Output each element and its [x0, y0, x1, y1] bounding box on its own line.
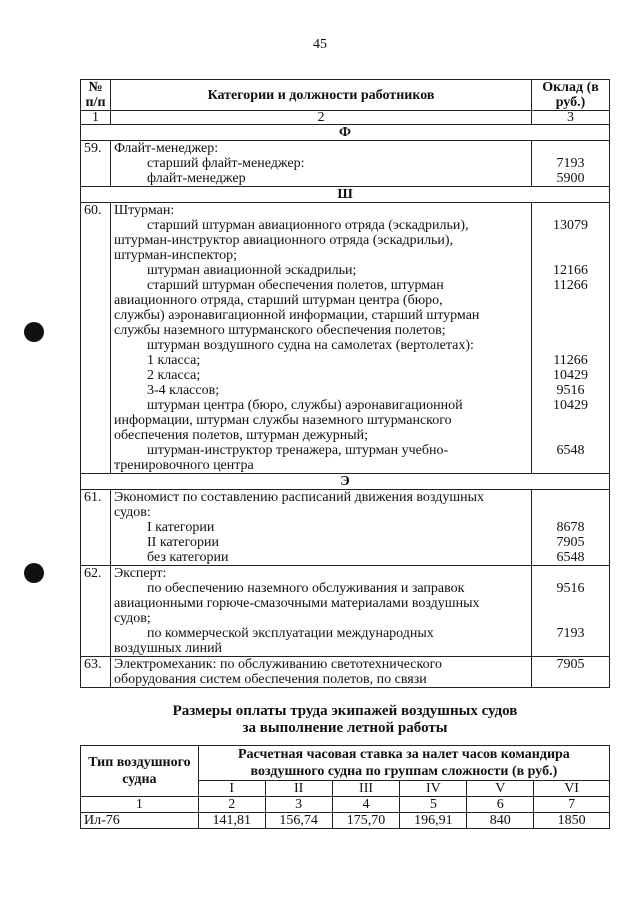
salary-blank: [535, 293, 606, 308]
hourly-rate: 156,74: [265, 813, 332, 829]
description-line: штурман центра (бюро, службы) аэронавигационной: [147, 398, 463, 413]
salary-value: 11266: [553, 278, 588, 293]
description-line: штурман воздушного судна на самолетах (вертолетах):: [147, 338, 474, 353]
salary-blank: [535, 428, 606, 443]
description-line: судов:: [114, 505, 151, 520]
row-salary: [532, 657, 610, 688]
section-letter: Э: [81, 474, 610, 490]
section-letter-row: [81, 474, 610, 490]
hourly-rate: 840: [467, 813, 534, 829]
rates-table: [80, 745, 610, 829]
row-salary: [532, 141, 610, 187]
salary-value: 9516: [556, 581, 585, 596]
salary-value: 7193: [556, 156, 585, 171]
salary-value: 12166: [553, 263, 588, 278]
column-index-row: [81, 111, 610, 125]
description-line: штурман авиационной эскадрильи;: [147, 263, 357, 278]
description-line: службы) аэронавигационной информации, старший штурман: [114, 308, 480, 323]
punch-hole: [24, 563, 44, 583]
row-description: [111, 141, 532, 187]
description-line: старший штурман авиационного отряда (эскадрильи),: [147, 218, 469, 233]
salary-value: 10429: [553, 398, 588, 413]
section-title: [80, 703, 610, 737]
description-line: старший штурман обеспечения полетов, штурман: [147, 278, 444, 293]
salary-value: 7905: [556, 657, 585, 672]
section-title-line: Размеры оплаты труда экипажей воздушных судов: [172, 703, 518, 719]
row-salary: [532, 203, 610, 474]
salary-value: 5900: [556, 171, 585, 186]
description-line: информации, штурман службы наземного штурманского: [114, 413, 452, 428]
description-line: авиационного отряда, старший штурман центра (бюро,: [114, 293, 443, 308]
description-line: штурман-инспектор;: [114, 248, 237, 263]
salary-blank: [535, 611, 606, 626]
salary-blank: [535, 203, 606, 218]
table-row: [81, 490, 610, 566]
row-salary: [532, 566, 610, 657]
section-title-line: за выполнение летной работы: [242, 720, 448, 736]
column-index: 2: [111, 111, 532, 125]
complexity-group: VI: [534, 781, 610, 797]
salary-value: 7193: [556, 626, 585, 641]
hourly-rate: 175,70: [332, 813, 400, 829]
salary-blank: [535, 141, 606, 156]
description-line: Электромеханик: по обслуживанию светотехнического: [114, 657, 443, 672]
row-salary: [532, 490, 610, 566]
row-description: [111, 566, 532, 657]
description-line: Флайт-менеджер:: [114, 141, 219, 156]
hourly-rate: 1850: [534, 813, 610, 829]
description-line: 1 класса;: [147, 353, 201, 368]
salary-blank: [535, 413, 606, 428]
table-row: [81, 141, 610, 187]
description-line: службы наземного штурманского обеспечения полетов;: [114, 323, 446, 338]
complexity-group: V: [467, 781, 534, 797]
salary-value: 9516: [556, 383, 585, 398]
rates-header-type: Тип воздушного судна: [81, 746, 199, 797]
complexity-group: I: [198, 781, 265, 797]
description-line: 2 класса;: [147, 368, 201, 383]
salary-blank: [535, 505, 606, 520]
salary-blank: [535, 338, 606, 353]
description-line: штурман-инструктор тренажера, штурман учебно-: [147, 443, 449, 458]
salary-value: 8678: [556, 520, 585, 535]
column-index: 2: [198, 797, 265, 813]
table-row: [81, 566, 610, 657]
description-line: старший флайт-менеджер:: [147, 156, 305, 171]
rates-header-rate: Расчетная часовая ставка за налет часов командира воздушного судна по группам сложности (в руб.): [198, 746, 609, 781]
rates-index-row: [81, 797, 610, 813]
column-index: 3: [532, 111, 610, 125]
section-letter-row: [81, 187, 610, 203]
section-letter: Ф: [81, 125, 610, 141]
row-number: 60.: [81, 203, 111, 474]
hourly-rate: 196,91: [400, 813, 467, 829]
salary-blank: [535, 458, 606, 473]
table-row: [81, 657, 610, 688]
salary-blank: [535, 596, 606, 611]
description-line: штурман-инструктор авиационного отряда (эскадрильи),: [114, 233, 454, 248]
description-line: тренировочного центра: [114, 458, 254, 473]
salary-blank: [535, 248, 606, 263]
column-index: 6: [467, 797, 534, 813]
column-index: 5: [400, 797, 467, 813]
description-line: по обеспечению наземного обслуживания и заправок: [147, 581, 465, 596]
salary-blank: [535, 490, 606, 505]
complexity-group: III: [332, 781, 400, 797]
row-description: [111, 490, 532, 566]
table-row: [81, 203, 610, 474]
salary-value: 6548: [556, 550, 585, 565]
hourly-rate: 141,81: [198, 813, 265, 829]
row-description: [111, 203, 532, 474]
description-line: оборудования систем обеспечения полетов, по связи: [114, 672, 427, 687]
row-number: 59.: [81, 141, 111, 187]
salary-blank: [535, 672, 606, 687]
complexity-group: II: [265, 781, 332, 797]
description-line: по коммерческой эксплуатации международных: [147, 626, 434, 641]
salary-blank: [535, 641, 606, 656]
column-index: 1: [81, 797, 199, 813]
description-line: Эксперт:: [114, 566, 167, 581]
column-index: 7: [534, 797, 610, 813]
salary-table: [80, 79, 610, 688]
salary-value: 7905: [556, 535, 585, 550]
description-line: I категории: [147, 520, 215, 535]
salary-value: 6548: [556, 443, 585, 458]
column-index: 4: [332, 797, 400, 813]
description-line: авиационными горюче-смазочными материалами воздушных: [114, 596, 480, 611]
section-letter: Ш: [81, 187, 610, 203]
row-number: 61.: [81, 490, 111, 566]
salary-value: 13079: [553, 218, 588, 233]
salary-blank: [535, 566, 606, 581]
description-line: воздушных линий: [114, 641, 223, 656]
column-index: 1: [81, 111, 111, 125]
description-line: Штурман:: [114, 203, 175, 218]
page-number: 45: [313, 37, 327, 52]
header-num: № п/п: [81, 80, 111, 111]
section-letter-row: [81, 125, 610, 141]
salary-blank: [535, 323, 606, 338]
description-line: обеспечения полетов, штурман дежурный;: [114, 428, 369, 443]
salary-value: 11266: [553, 353, 588, 368]
description-line: судов;: [114, 611, 151, 626]
description-line: 3-4 классов;: [147, 383, 220, 398]
description-line: флайт-менеджер: [147, 171, 246, 186]
row-number: 63.: [81, 657, 111, 688]
rates-row: [81, 813, 610, 829]
salary-blank: [535, 308, 606, 323]
column-index: 3: [265, 797, 332, 813]
description-line: II категории: [147, 535, 219, 550]
aircraft-type: Ил-76: [81, 813, 199, 829]
row-number: 62.: [81, 566, 111, 657]
description-line: без категории: [147, 550, 229, 565]
description-line: Экономист по составлению расписаний движения воздушных: [114, 490, 485, 505]
row-description: [111, 657, 532, 688]
salary-blank: [535, 233, 606, 248]
salary-value: 10429: [553, 368, 588, 383]
complexity-group: IV: [400, 781, 467, 797]
header-salary: Оклад (в руб.): [532, 80, 610, 111]
header-category: Категории и должности работников: [111, 80, 532, 111]
punch-hole: [24, 322, 44, 342]
